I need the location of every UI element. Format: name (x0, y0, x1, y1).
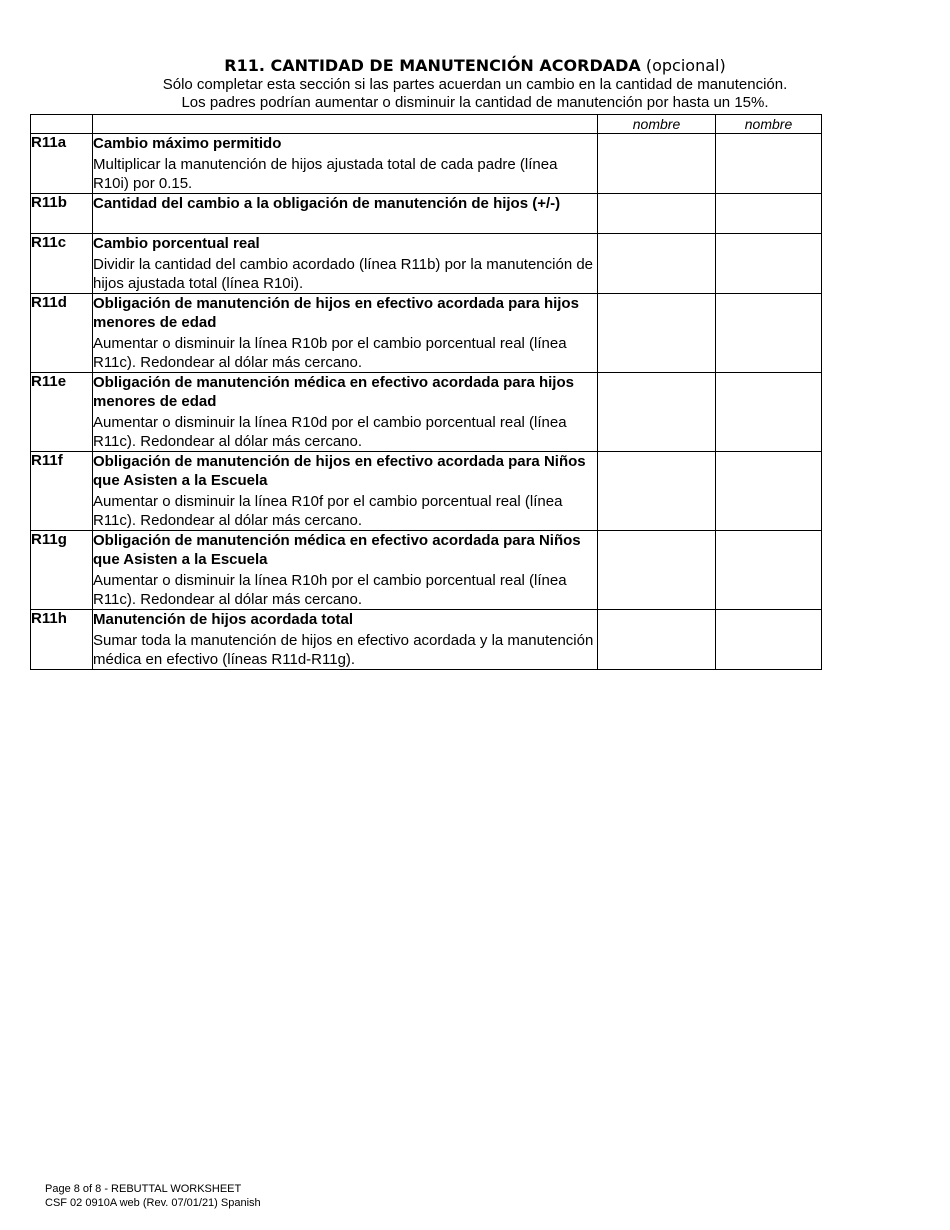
line-code: R11b (31, 194, 93, 234)
parent2-amount-field[interactable] (716, 452, 822, 531)
section-title: R11. CANTIDAD DE MANUTENCIÓN ACORDADA (opcional) (224, 56, 726, 75)
worksheet-row-r11b (31, 194, 822, 234)
worksheet-row-r11e (31, 373, 822, 452)
line-code: R11h (31, 610, 93, 670)
footer-form-id: CSF 02 0910A web (Rev. 07/01/21) Spanish (45, 1197, 261, 1209)
parent2-amount-field[interactable] (716, 294, 822, 373)
worksheet-row-r11c (31, 234, 822, 294)
parent1-amount-field[interactable] (598, 373, 716, 452)
line-code: R11e (31, 373, 93, 452)
parent2-amount-field[interactable] (716, 234, 822, 294)
worksheet-row-r11a (31, 134, 822, 194)
section-header (0, 56, 950, 112)
parent1-amount-field[interactable] (598, 610, 716, 670)
instruction-line-2: Los padres podrían aumentar o disminuir la cantidad de manutención por hasta un 15%. (181, 94, 769, 111)
worksheet-row-r11d (31, 294, 822, 373)
worksheet-row-r11h (31, 610, 822, 670)
worksheet-table (30, 114, 822, 670)
parent2-amount-field[interactable] (716, 194, 822, 234)
line-code: R11f (31, 452, 93, 531)
line-instruction: Aumentar o disminuir la línea R10d por el cambio porcentual real (línea R11c). Redondear al dólar más cercano. (93, 414, 567, 450)
line-instruction: Aumentar o disminuir la línea R10f por el cambio porcentual real (línea R11c). Redondear al dólar más cercano. (93, 493, 563, 529)
line-title: Manutención de hijos acordada total (93, 611, 354, 628)
parent1-amount-field[interactable] (598, 194, 716, 234)
line-description (93, 194, 598, 234)
line-instruction: Aumentar o disminuir la línea R10b por el cambio porcentual real (línea R11c). Redondear al dólar más cercano. (93, 335, 567, 371)
page-footer (45, 1182, 261, 1210)
line-code: R11d (31, 294, 93, 373)
column-header-row (31, 115, 822, 134)
line-description (93, 234, 598, 294)
line-instruction: Sumar toda la manutención de hijos en efectivo acordada y la manutención médica en efectivo (líneas R11d-R11g). (93, 632, 594, 668)
line-description (93, 531, 598, 610)
parent2-name-header: nombre (716, 115, 822, 134)
worksheet-row-r11g (31, 531, 822, 610)
instruction-line-1: Sólo completar esta sección si las partes acuerdan un cambio en la cantidad de manutención. (162, 76, 788, 93)
line-description (93, 373, 598, 452)
line-instruction: Multiplicar la manutención de hijos ajustada total de cada padre (línea R10i) por 0.15. (93, 156, 558, 192)
parent2-amount-field[interactable] (716, 134, 822, 194)
parent2-amount-field[interactable] (716, 610, 822, 670)
blank-header (93, 115, 598, 134)
line-title: Cambio máximo permitido (93, 135, 282, 152)
line-title: Obligación de manutención médica en efectivo acordada para hijos menores de edad (93, 374, 574, 410)
parent1-amount-field[interactable] (598, 531, 716, 610)
parent1-amount-field[interactable] (598, 452, 716, 531)
line-description (93, 610, 598, 670)
line-description (93, 452, 598, 531)
line-title: Cantidad del cambio a la obligación de manutención de hijos (+/-) (93, 195, 561, 212)
parent1-amount-field[interactable] (598, 294, 716, 373)
line-code: R11g (31, 531, 93, 610)
footer-page-number: Page 8 of 8 - REBUTTAL WORKSHEET (45, 1183, 242, 1195)
line-title: Obligación de manutención médica en efectivo acordada para Niños que Asisten a la Escuela (93, 532, 581, 568)
line-description (93, 294, 598, 373)
line-title: Obligación de manutención de hijos en efectivo acordada para hijos menores de edad (93, 295, 579, 331)
line-title: Obligación de manutención de hijos en efectivo acordada para Niños que Asisten a la Escuela (93, 453, 586, 489)
line-description (93, 134, 598, 194)
parent2-amount-field[interactable] (716, 531, 822, 610)
line-code: R11a (31, 134, 93, 194)
parent1-amount-field[interactable] (598, 134, 716, 194)
line-code: R11c (31, 234, 93, 294)
worksheet-row-r11f (31, 452, 822, 531)
blank-header (31, 115, 93, 134)
line-instruction: Dividir la cantidad del cambio acordado (línea R11b) por la manutención de hijos ajustada total (línea R10i). (93, 256, 594, 292)
parent1-name-header: nombre (598, 115, 716, 134)
parent2-amount-field[interactable] (716, 373, 822, 452)
parent1-amount-field[interactable] (598, 234, 716, 294)
line-instruction: Aumentar o disminuir la línea R10h por el cambio porcentual real (línea R11c). Redondear al dólar más cercano. (93, 572, 567, 608)
line-title: Cambio porcentual real (93, 235, 260, 252)
